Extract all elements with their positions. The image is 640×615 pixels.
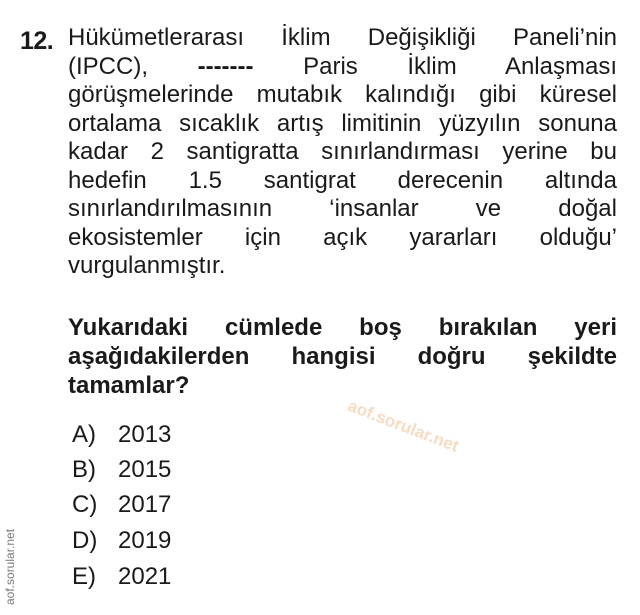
stem-line <box>68 24 617 53</box>
word: yeri <box>574 314 617 341</box>
option-letter: C) <box>72 491 98 518</box>
question-number: 12. <box>20 27 54 55</box>
prompt-line <box>68 371 617 400</box>
word: için <box>244 223 281 251</box>
word: şekildte <box>527 343 617 370</box>
word: (IPCC), <box>68 52 148 80</box>
word: sınırlandırılmasının <box>68 195 273 222</box>
stem-line <box>68 224 617 253</box>
word: ve <box>475 195 502 222</box>
prompt-line <box>68 313 617 342</box>
option-letter: A) <box>72 421 96 448</box>
stem-line <box>68 81 617 110</box>
word: olduğu’ <box>539 223 617 251</box>
word: 1.5 <box>188 166 222 194</box>
word: Yukarıdaki <box>68 314 189 341</box>
word: doğru <box>417 343 486 370</box>
word: ortalama sıcaklık artış limitinin yüzyılın sonuna <box>68 109 617 137</box>
watermark-diagonal: aof.sorular.net <box>345 396 462 456</box>
word: Paneli’nin <box>512 24 618 51</box>
word: santigrat <box>263 166 356 194</box>
word: aşağıdakilerden <box>68 343 250 370</box>
word: ‘insanlar <box>329 195 419 222</box>
question-prompt <box>68 313 617 400</box>
word: doğal <box>558 195 617 222</box>
word: İklim <box>407 52 457 80</box>
watermark-side: aof.sorular.net <box>3 528 17 605</box>
option-e[interactable] <box>72 563 171 593</box>
word: Değişikliği <box>367 24 476 51</box>
option-value: 2019 <box>118 527 172 554</box>
stem-line <box>68 138 617 167</box>
word: cümlede <box>224 314 323 341</box>
stem-line <box>68 252 617 281</box>
option-letter: E) <box>72 563 96 590</box>
word: ekosistemler <box>68 223 203 251</box>
option-letter: B) <box>72 456 96 483</box>
stem-line <box>68 167 617 196</box>
stem-line <box>68 195 617 224</box>
word: altında <box>544 166 617 194</box>
word: Anlaşması <box>504 52 617 80</box>
option-d[interactable] <box>72 527 171 557</box>
question-stem <box>68 24 617 281</box>
stem-line <box>68 53 617 82</box>
word: Paris <box>303 52 358 80</box>
option-b[interactable] <box>72 456 171 486</box>
word: bırakılan <box>438 314 538 341</box>
word: tamamlar? <box>68 372 190 399</box>
word: hedefin <box>68 166 147 194</box>
option-letter: D) <box>72 527 98 554</box>
option-value: 2021 <box>118 563 172 590</box>
word: boş <box>359 314 402 341</box>
option-value: 2017 <box>118 491 172 518</box>
prompt-line <box>68 342 617 371</box>
word: Hükümetlerarası <box>68 24 245 51</box>
option-value: 2015 <box>118 456 172 483</box>
blank-dashes: ------- <box>197 52 254 80</box>
word: görüşmelerinde mutabık kalındığı gibi küresel <box>68 81 617 108</box>
option-a[interactable] <box>72 421 171 451</box>
word: derecenin <box>397 166 504 194</box>
word: yararları <box>409 223 498 251</box>
word: vurgulanmıştır. <box>68 252 226 279</box>
option-value: 2013 <box>118 421 172 448</box>
word: kadar 2 santigratta sınırlandırması yerine bu <box>68 138 617 165</box>
word: hangisi <box>291 343 376 370</box>
word: açık <box>323 223 368 251</box>
word: İklim <box>281 24 331 51</box>
option-c[interactable] <box>72 491 171 521</box>
stem-line <box>68 110 617 139</box>
